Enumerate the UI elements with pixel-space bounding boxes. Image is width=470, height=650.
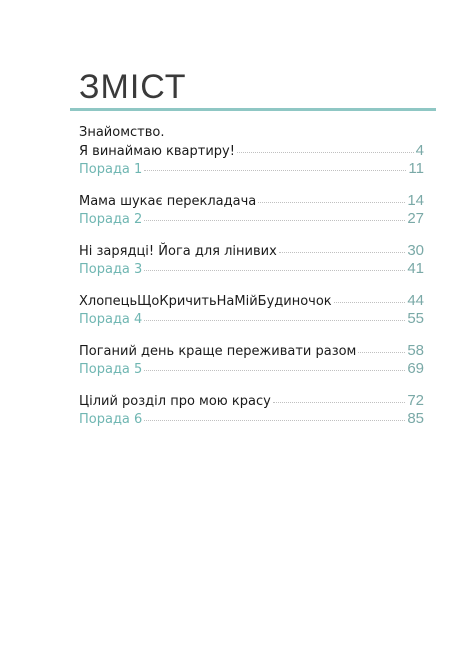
tip-line[interactable] (79, 360, 424, 378)
dot-leader (358, 352, 405, 353)
chapter-line[interactable] (79, 192, 424, 210)
dot-leader (334, 302, 406, 303)
tip-title: Порада 5 (79, 362, 143, 377)
table-of-contents (79, 124, 424, 428)
chapter-page-number: 44 (407, 292, 424, 309)
tip-title: Порада 4 (79, 312, 143, 327)
chapter-line[interactable] (79, 342, 424, 360)
toc-entry[interactable] (79, 292, 424, 328)
toc-entry[interactable] (79, 192, 424, 228)
tip-title: Порада 3 (79, 262, 143, 277)
tip-line[interactable] (79, 210, 424, 228)
tip-title: Порада 2 (79, 212, 143, 227)
chapter-title-line: Знайомство. (79, 125, 165, 140)
chapter-title: Цілий розділ про мою красу (79, 394, 271, 409)
dot-leader (279, 252, 406, 253)
tip-page-number: 27 (407, 210, 424, 227)
tip-line[interactable] (79, 260, 424, 278)
chapter-page-number: 72 (407, 392, 424, 409)
dot-leader (273, 402, 406, 403)
dot-leader (237, 152, 414, 153)
dot-leader (144, 220, 405, 221)
chapter-title: Я винаймаю квартиру! (79, 144, 235, 159)
chapter-title: Мама шукає перекладача (79, 194, 257, 209)
tip-page-number: 11 (408, 160, 424, 177)
chapter-line[interactable] (79, 142, 424, 160)
chapter-page-number: 30 (407, 242, 424, 259)
tip-page-number: 69 (407, 360, 424, 377)
chapter-page-number: 4 (415, 142, 424, 159)
chapter-page-number: 58 (407, 342, 424, 359)
tip-line[interactable] (79, 310, 424, 328)
toc-entry[interactable] (79, 124, 424, 178)
tip-line[interactable] (79, 160, 424, 178)
chapter-line[interactable] (79, 292, 424, 310)
tip-line[interactable] (79, 410, 424, 428)
tip-title: Порада 6 (79, 412, 143, 427)
chapter-title: Поганий день краще переживати разом (79, 344, 357, 359)
toc-entry[interactable] (79, 242, 424, 278)
chapter-title: ХлопецьЩоКричитьНаМійБудиночок (79, 294, 332, 309)
page-title: ЗМІСТ (79, 68, 187, 106)
title-underline (70, 108, 436, 111)
dot-leader (258, 202, 405, 203)
dot-leader (144, 370, 405, 371)
dot-leader (144, 170, 406, 171)
toc-entry[interactable] (79, 392, 424, 428)
tip-page-number: 85 (407, 410, 424, 427)
dot-leader (144, 420, 405, 421)
chapter-title: Ні зарядці! Йога для лінивих (79, 244, 277, 259)
dot-leader (144, 320, 405, 321)
toc-entry[interactable] (79, 342, 424, 378)
tip-page-number: 55 (407, 310, 424, 327)
chapter-page-number: 14 (407, 192, 424, 209)
dot-leader (144, 270, 405, 271)
tip-page-number: 41 (407, 260, 424, 277)
tip-title: Порада 1 (79, 162, 143, 177)
chapter-line[interactable] (79, 242, 424, 260)
chapter-line[interactable] (79, 392, 424, 410)
